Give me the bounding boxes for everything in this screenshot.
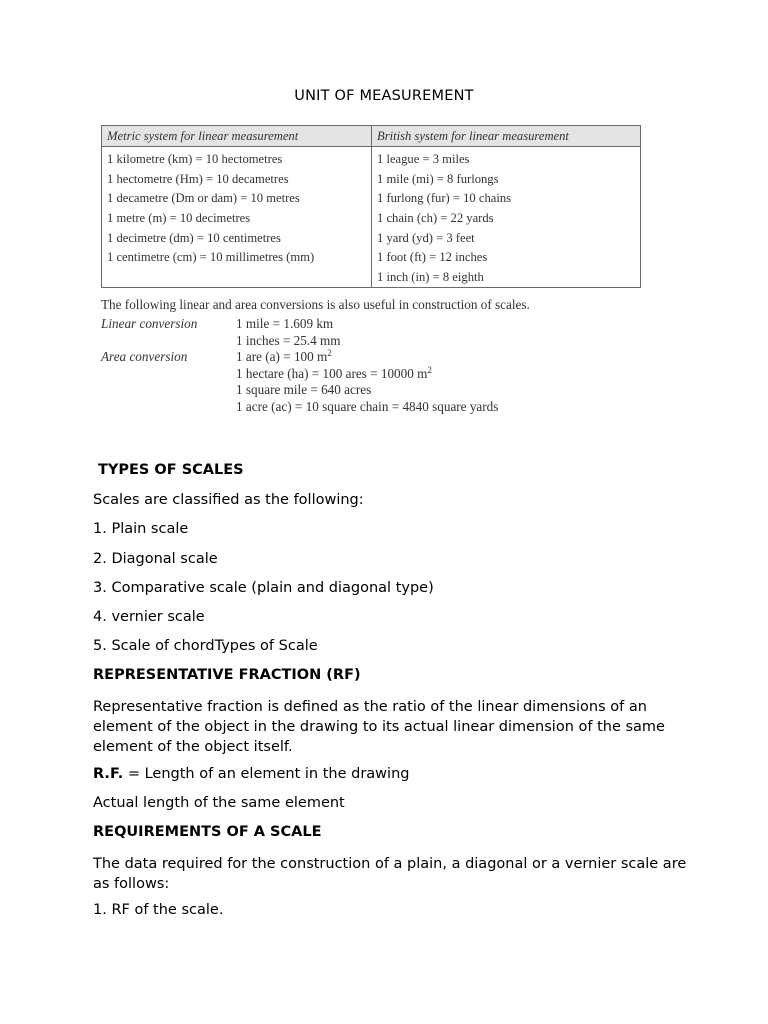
table-row	[102, 189, 641, 209]
list-item: 3. Comparative scale (plain and diagonal type)	[93, 580, 434, 596]
list-item: 2. Diagonal scale	[93, 551, 218, 567]
linear-conversion-item: 1 inches = 25.4 mm	[236, 332, 341, 348]
british-cell: 1 foot (ft) = 12 inches	[372, 248, 641, 268]
list-item: 4. vernier scale	[93, 609, 205, 625]
requirements-intro: The data required for the construction of a plain, a diagonal or a vernier scale are as follows:	[93, 856, 687, 892]
rf-definition: Representative fraction is defined as the ratio of the linear dimensions of an element of the object in the drawing to its actual linear dimension of the same element of the object itself.	[93, 699, 665, 755]
rf-formula-label: R.F.	[93, 766, 124, 782]
header-metric: Metric system for linear measurement	[102, 126, 372, 147]
list-item: 5. Scale of chordTypes of Scale	[93, 638, 318, 654]
list-item: 1. Plain scale	[93, 521, 189, 537]
types-intro: Scales are classified as the following:	[93, 492, 364, 508]
metric-cell: 1 decametre (Dm or dam) = 10 metres	[102, 189, 372, 209]
area-conversion-item: 1 acre (ac) = 10 square chain = 4840 square yards	[236, 398, 499, 414]
table-row	[102, 248, 641, 268]
british-cell: 1 chain (ch) = 22 yards	[372, 209, 641, 229]
british-cell: 1 furlong (fur) = 10 chains	[372, 189, 641, 209]
metric-cell: 1 hectometre (Hm) = 10 decametres	[102, 170, 372, 190]
metric-cell	[102, 268, 372, 288]
header-british: British system for linear measurement	[372, 126, 641, 147]
types-heading: TYPES OF SCALES	[98, 462, 244, 478]
table-row	[102, 228, 641, 248]
rf-formula-text: = Length of an element in the drawing	[123, 766, 410, 782]
rf-denominator: Actual length of the same element	[93, 795, 345, 811]
units-table-header	[102, 126, 641, 147]
page-title: UNIT OF MEASUREMENT	[294, 88, 474, 104]
british-cell: 1 yard (yd) = 3 feet	[372, 228, 641, 248]
list-item: 1. RF of the scale.	[93, 902, 224, 918]
british-cell: 1 inch (in) = 8 eighth	[372, 268, 641, 288]
table-row	[102, 209, 641, 229]
metric-cell: 1 kilometre (km) = 10 hectometres	[102, 147, 372, 170]
rf-formula	[93, 766, 693, 782]
british-cell: 1 mile (mi) = 8 furlongs	[372, 170, 641, 190]
area-conversion-item: 1 hectare (ha) = 100 ares = 10000 $m^2$	[236, 364, 432, 381]
table-row	[102, 170, 641, 190]
units-table	[101, 125, 641, 288]
metric-cell: 1 metre (m) = 10 decimetres	[102, 209, 372, 229]
requirements-heading: REQUIREMENTS OF A SCALE	[93, 824, 322, 840]
british-cell: 1 league = 3 miles	[372, 147, 641, 170]
area-conversion-item: 1 square mile = 640 acres	[236, 382, 372, 398]
rf-heading: REPRESENTATIVE FRACTION (RF)	[93, 667, 361, 683]
area-conversion-item: 1 are (a) = 100 $m^2$	[236, 348, 332, 365]
linear-conversion-label: Linear conversion	[101, 316, 198, 331]
conversions-intro: The following linear and area conversions is also useful in construction of scales.	[101, 297, 530, 312]
area-conversion-label: Area conversion	[101, 349, 188, 365]
conversions-block	[101, 297, 661, 416]
table-row	[102, 147, 641, 170]
table-row	[102, 268, 641, 288]
linear-conversion-item: 1 mile = 1.609 km	[236, 316, 334, 331]
metric-cell: 1 centimetre (cm) = 10 millimetres (mm)	[102, 248, 372, 268]
metric-cell: 1 decimetre (dm) = 10 centimetres	[102, 228, 372, 248]
